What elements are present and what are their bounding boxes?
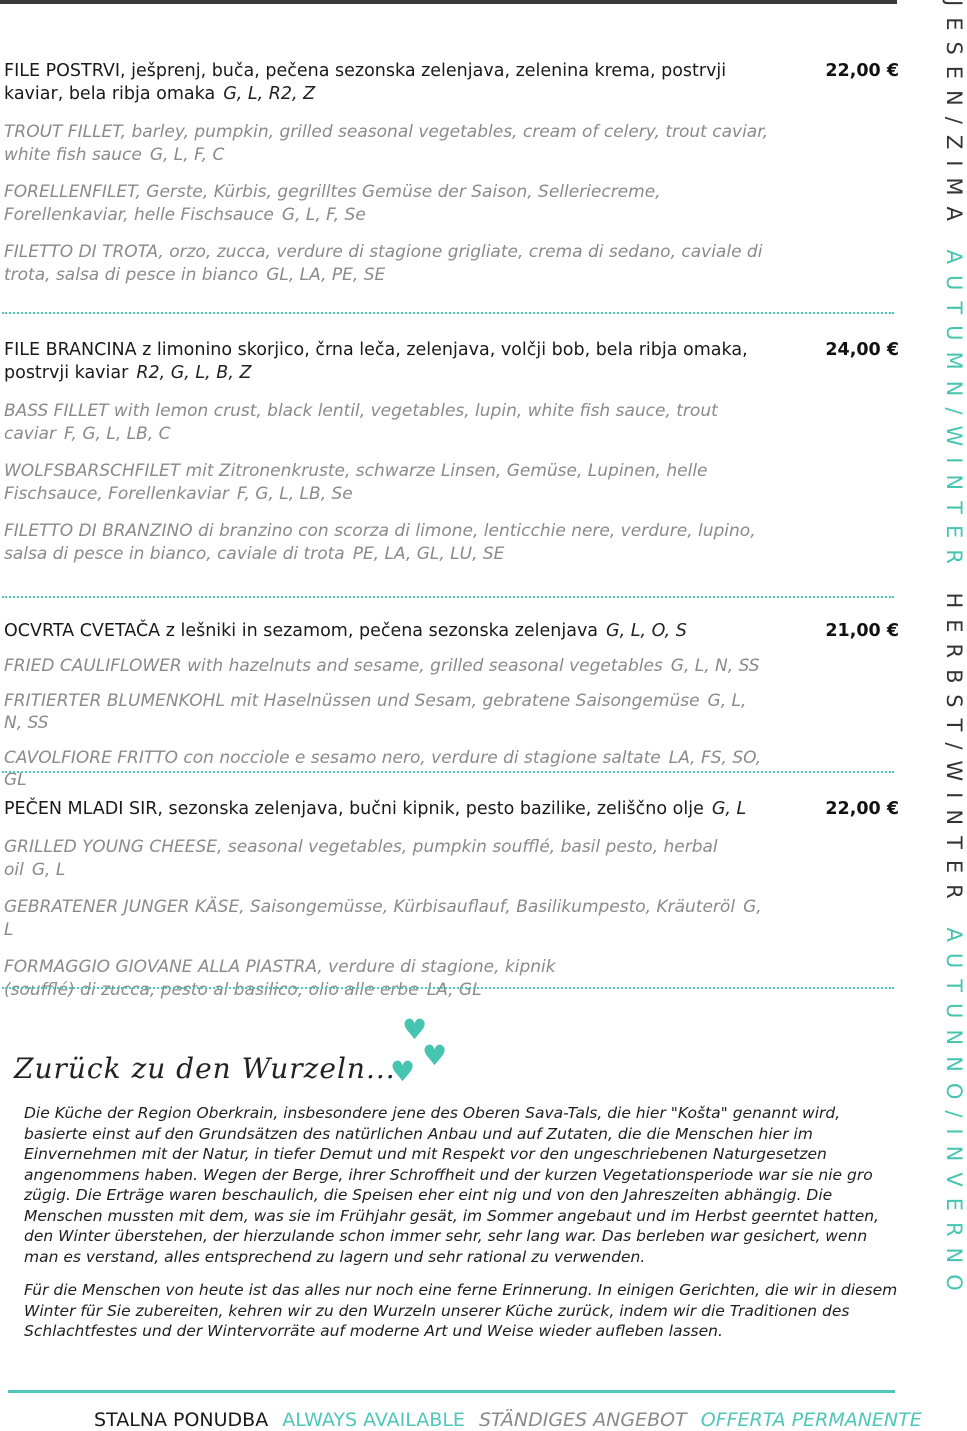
story-text	[24, 1103, 902, 1355]
heart-icon: ♥	[402, 1013, 428, 1046]
dish-name: FILE BRANCINA z limonino skorjico, črna leča, zelenjava, volčji bob, bela ribja omaka, postrvji kaviar R2, G, L, B, Z	[4, 340, 748, 383]
menu-item	[4, 339, 899, 565]
allergen-codes: G, L, R2, Z	[223, 84, 316, 104]
allergen-codes: R2, G, L, B, Z	[136, 363, 252, 383]
dotted-divider	[2, 596, 894, 598]
dish-name: FILE POSTRVI, ješprenj, buča, pečena sezonska zelenjava, zelenina krema, postrvji kaviar, bela ribja omaka G, L, R2, Z	[4, 61, 727, 104]
dish-name: OCVRTA CVETAČA z lešniki in sezamom, pečena sezonska zelenjava G, L, O, S	[4, 621, 687, 641]
price: 22,00 €	[825, 799, 899, 819]
translation-en: BASS FILLET with lemon crust, black lentil, vegetables, lupin, white fish sauce, trout caviar F, G, L, LB, C	[4, 401, 718, 444]
translation-de: GEBRATENER JUNGER KÄSE, Saisongemüsse, Kürbisauflauf, Basilikumpesto, Kräuteröl G, L	[4, 897, 762, 940]
footer-si: STALNA PONUDBA	[94, 1409, 269, 1431]
dish-name: PEČEN MLADI SIR, sezonska zelenjava, bučni kipnik, pesto bazilike, zeliščno olje G, L	[4, 799, 747, 819]
translation-de: FRITIERTER BLUMENKOHL mit Haselnüssen und Sesam, gebratene Saisongemüse G, L, N, SS	[4, 690, 747, 733]
translation-it: FORMAGGIO GIOVANE ALLA PIASTRA, verdure di stagione, kipnik (soufflé) di zucca, pesto al basilico, olio alle erbe LA, GL	[4, 957, 556, 1000]
footer-de: STÄNDIGES ANGEBOT	[478, 1409, 687, 1431]
dotted-divider	[2, 312, 894, 314]
footer-label	[94, 1409, 930, 1431]
allergen-codes: G, L, O, S	[606, 621, 687, 641]
allergen-codes: G, L	[711, 799, 747, 819]
footer-en: ALWAYS AVAILABLE	[282, 1409, 465, 1431]
translation-de: WOLFSBARSCHFILET mit Zitronenkruste, schwarze Linsen, Gemüse, Lupinen, helle Fischsauce, Forellenkaviar F, G, L, LB, Se	[4, 461, 708, 504]
translation-it: FILETTO DI BRANZINO di branzino con scorza di limone, lenticchie nere, verdure, lupino, salsa di pesce in bianco, caviale di trota PE, LA, GL, LU, SE	[4, 521, 756, 564]
dotted-divider	[2, 771, 894, 773]
hearts-decoration	[388, 1013, 452, 1090]
season-sidebar	[942, 0, 966, 1430]
bottom-rule	[8, 1390, 895, 1393]
translation-de: FORELLENFILET, Gerste, Kürbis, gegrilltes Gemüse der Saison, Selleriecreme, Forellenkaviar, helle Fischsauce G, L, F, Se	[4, 182, 661, 225]
dotted-divider	[2, 987, 894, 989]
menu-item	[4, 620, 899, 792]
season-en: AUTUMN/WINTER	[942, 249, 966, 575]
story-paragraph: Für die Menschen von heute ist das alles nur noch eine ferne Erinnerung. In einigen Gerichten, die wir in diesem Winter für Sie zubereiten, kehren wir zu den Wurzeln unserer Küche zurück, indem wir die Traditionen des Schlachtfestes und der Wintervorräte auf moderne Art und Weise wieder aufleben lassen.	[24, 1281, 898, 1340]
price: 24,00 €	[825, 340, 899, 360]
menu-item	[4, 60, 899, 286]
story-heading: Zurück zu den Wurzeln...	[14, 1052, 396, 1085]
story-paragraph: Die Küche der Region Oberkrain, insbesondere jene des Oberen Sava-Tals, die hier "Košta" genannt wird, basierte einst auf den Grundsätzen des natürlichen Anbau und auf Zutaten, die die Menschen hier im Einvernehmen mit der Natur, in tiefer Demut und mit Respekt vor den ungeschriebenen Naturgesetzen angenommens haben. Wegen der Berge, ihrer Schroffheit und der kurzen Vegetationsperiode war sie nie gro zügig. Die Erträge waren beschaulich, die Speisen eher eint nig und von den Jahreszeiten abhängig. Die Menschen mussten mit dem, was sie im Frühjahr gesät, im Sommer angebaut und im Herbst geerntet hatten, den Winter überstehen, der hierzulande schon immer sehr, sehr lang war. Das berleben war gesichert, wenn man es verstand, alles entsprechend zu lagern und sehr rational zu verwenden.	[24, 1104, 879, 1266]
footer-it: OFFERTA PERMANENTE	[700, 1409, 922, 1431]
heart-icon: ♥	[390, 1055, 416, 1088]
season-de: HERBST/WINTER	[942, 592, 966, 910]
season-si: JESEN/ZIMA	[942, 0, 966, 232]
menu-item	[4, 798, 899, 1001]
price: 22,00 €	[825, 61, 899, 81]
translation-it: FILETTO DI TROTA, orzo, zucca, verdure di stagione grigliate, crema di sedano, caviale di trota, salsa di pesce in bianco GL, LA, PE, SE	[4, 242, 763, 285]
price: 21,00 €	[825, 621, 899, 641]
heart-icon: ♥	[422, 1039, 448, 1072]
season-it: AUTUNNO/INVERNO	[942, 927, 966, 1302]
translation-en: FRIED CAULIFLOWER with hazelnuts and sesame, grilled seasonal vegetables G, L, N, SS	[4, 656, 760, 676]
translation-en: TROUT FILLET, barley, pumpkin, grilled seasonal vegetables, cream of celery, trout caviar, white fish sauce G, L, F, C	[4, 122, 769, 165]
top-rule	[0, 0, 897, 4]
translation-it: CAVOLFIORE FRITTO con nocciole e sesamo nero, verdure di stagione saltate LA, FS, SO, GL	[4, 747, 762, 790]
translation-en: GRILLED YOUNG CHEESE, seasonal vegetables, pumpkin soufflé, basil pesto, herbal oil G, L	[4, 837, 718, 880]
